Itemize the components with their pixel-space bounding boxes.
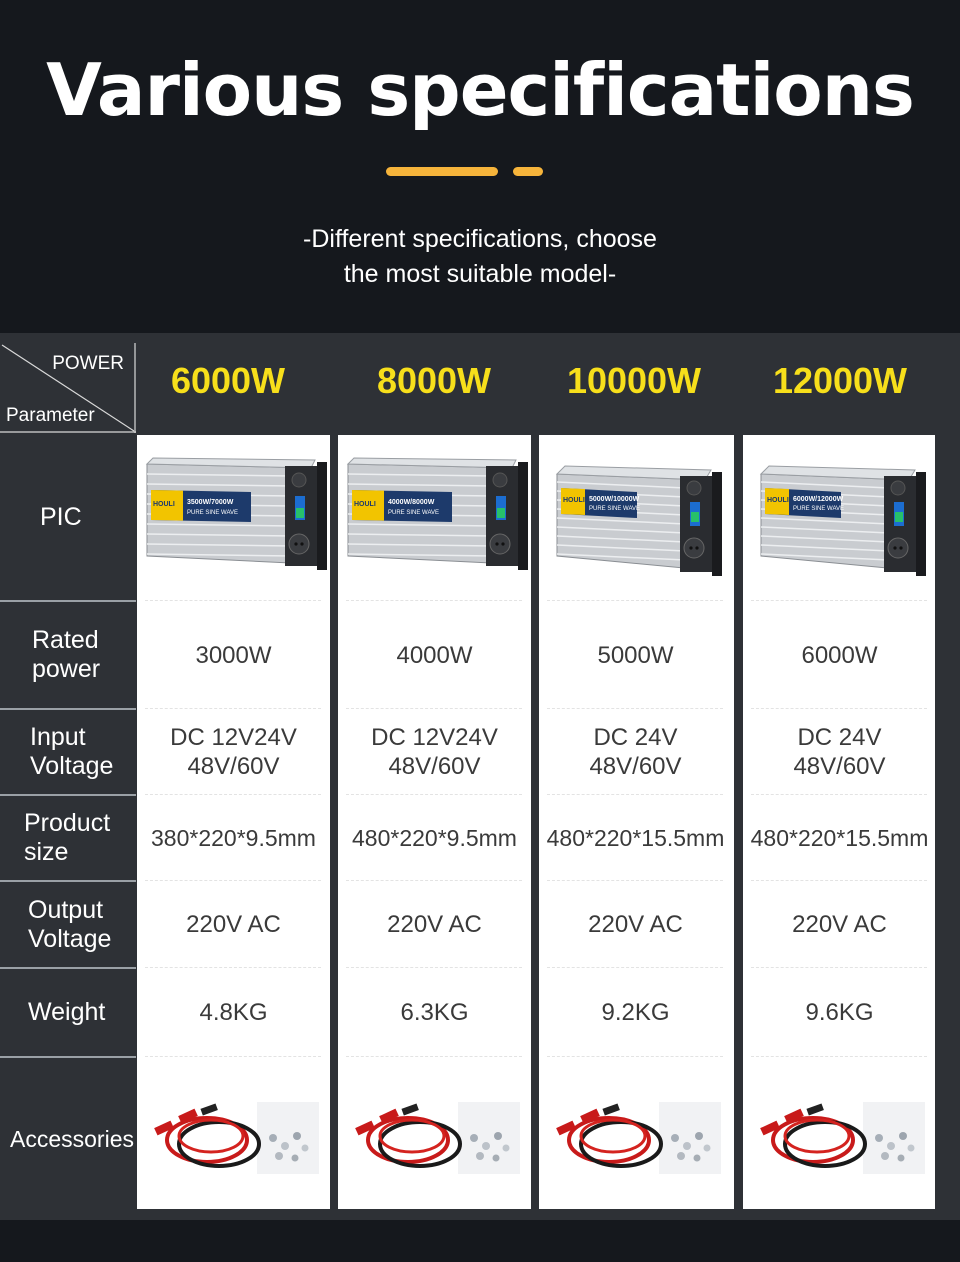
input-voltage-line-2: 48V/60V — [388, 753, 481, 780]
row-label-accessories: Accessories — [10, 1125, 134, 1152]
input-voltage-cell — [137, 710, 330, 794]
inverter-brand-text: HOULI — [153, 501, 175, 508]
cell-divider — [751, 794, 927, 795]
input-voltage-line-1: DC 12V24V — [371, 724, 498, 751]
product-size-cell: 480*220*15.5mm — [750, 824, 929, 851]
cell-divider — [547, 708, 723, 709]
rated-power-cell: 5000W — [597, 641, 674, 669]
inverter-label-text: 6000W/12000W — [793, 496, 844, 503]
accent-bar-long — [386, 167, 498, 176]
cable-accessories-image — [551, 1100, 723, 1180]
page-title: Various specifications — [46, 48, 914, 132]
cell-divider — [346, 880, 522, 881]
input-voltage-line-1: DC 12V24V — [170, 724, 297, 751]
inverter-label-text: 4000W/8000W — [388, 499, 435, 506]
subtitle — [0, 222, 960, 292]
inverter-label-subtext: PURE SINE WAVE — [589, 506, 641, 512]
corner-power-label: POWER — [52, 353, 124, 374]
inverter-brand-text: HOULI — [767, 497, 789, 504]
cell-divider — [145, 967, 321, 968]
cell-divider — [751, 880, 927, 881]
inverter-side-panel — [680, 472, 722, 576]
rated-power-cell: 4000W — [396, 641, 473, 669]
weight-cell: 6.3KG — [400, 999, 469, 1026]
input-voltage-line-2: 48V/60V — [187, 753, 280, 780]
input-voltage-line-1: DC 24V — [797, 724, 882, 751]
table-corner-header — [0, 343, 136, 433]
input-voltage-cell — [743, 710, 936, 794]
cell-divider — [751, 967, 927, 968]
cell-divider — [547, 1056, 723, 1057]
output-voltage-cell: 220V AC — [588, 911, 683, 938]
footer-bar — [0, 1220, 960, 1262]
inverter-label-subtext: PURE SINE WAVE — [388, 510, 440, 516]
inverter-image — [749, 452, 934, 602]
power-heading-8000: 8000W — [376, 360, 492, 401]
inverter-image — [143, 452, 328, 602]
weight-cell: 4.8KG — [199, 999, 268, 1026]
inverter-brand-text: HOULI — [563, 497, 585, 504]
weight-cell: 9.6KG — [805, 999, 874, 1026]
corner-parameter-label: Parameter — [6, 405, 95, 426]
cable-accessories-image — [350, 1100, 522, 1180]
input-voltage-line-1: DC 24V — [593, 724, 678, 751]
input-voltage-line-2: 48V/60V — [589, 753, 682, 780]
rated-power-cell: 6000W — [801, 641, 878, 669]
inverter-side-panel — [486, 462, 528, 570]
product-size-cell: 480*220*15.5mm — [546, 824, 725, 851]
inverter-image — [344, 452, 529, 602]
output-voltage-cell: 220V AC — [387, 911, 482, 938]
power-heading-6000: 6000W — [170, 360, 286, 401]
power-heading-10000: 10000W — [566, 360, 702, 401]
output-voltage-cell: 220V AC — [792, 911, 887, 938]
subtitle-line-2: the most suitable model- — [343, 260, 617, 288]
cell-divider — [145, 794, 321, 795]
row-label-rated-power: Rated power — [32, 626, 101, 683]
cell-divider — [346, 967, 522, 968]
input-voltage-cell — [539, 710, 732, 794]
input-voltage-line-2: 48V/60V — [793, 753, 886, 780]
power-heading-12000: 12000W — [772, 360, 908, 401]
inverter-label-subtext: PURE SINE WAVE — [187, 510, 239, 516]
cell-divider — [145, 708, 321, 709]
inverter-label-subtext: PURE SINE WAVE — [793, 506, 845, 512]
cell-divider — [145, 1056, 321, 1057]
inverter-label-text: 3500W/7000W — [187, 499, 234, 506]
cable-accessories-image — [149, 1100, 321, 1180]
row-label-pic: PIC — [40, 503, 82, 531]
accent-bar-short — [513, 167, 543, 176]
cell-divider — [346, 708, 522, 709]
cell-divider — [145, 880, 321, 881]
subtitle-line-1: -Different specifications, choose — [303, 225, 657, 253]
row-label-weight: Weight — [28, 998, 106, 1026]
weight-cell: 9.2KG — [601, 999, 670, 1026]
inverter-brand-text: HOULI — [354, 501, 376, 508]
row-label-product-size: Product size — [24, 809, 111, 866]
inverter-side-panel — [884, 472, 926, 576]
cell-divider — [346, 794, 522, 795]
cell-divider — [547, 967, 723, 968]
row-label-input-voltage: Input Voltage — [30, 723, 114, 780]
inverter-image — [545, 452, 730, 602]
output-voltage-cell: 220V AC — [186, 911, 281, 938]
product-size-cell: 380*220*9.5mm — [151, 824, 316, 851]
hero-banner — [0, 0, 960, 335]
inverter-side-panel — [285, 462, 327, 570]
cable-accessories-image — [755, 1100, 927, 1180]
cell-divider — [547, 880, 723, 881]
inverter-label-text: 5000W/10000W — [589, 496, 640, 503]
row-label-output-voltage: Output Voltage — [28, 895, 112, 953]
cell-divider — [751, 708, 927, 709]
cell-divider — [751, 1056, 927, 1057]
input-voltage-cell — [338, 710, 531, 794]
cell-divider — [346, 1056, 522, 1057]
product-size-cell: 480*220*9.5mm — [352, 824, 517, 851]
rated-power-cell: 3000W — [195, 641, 272, 669]
cell-divider — [547, 794, 723, 795]
